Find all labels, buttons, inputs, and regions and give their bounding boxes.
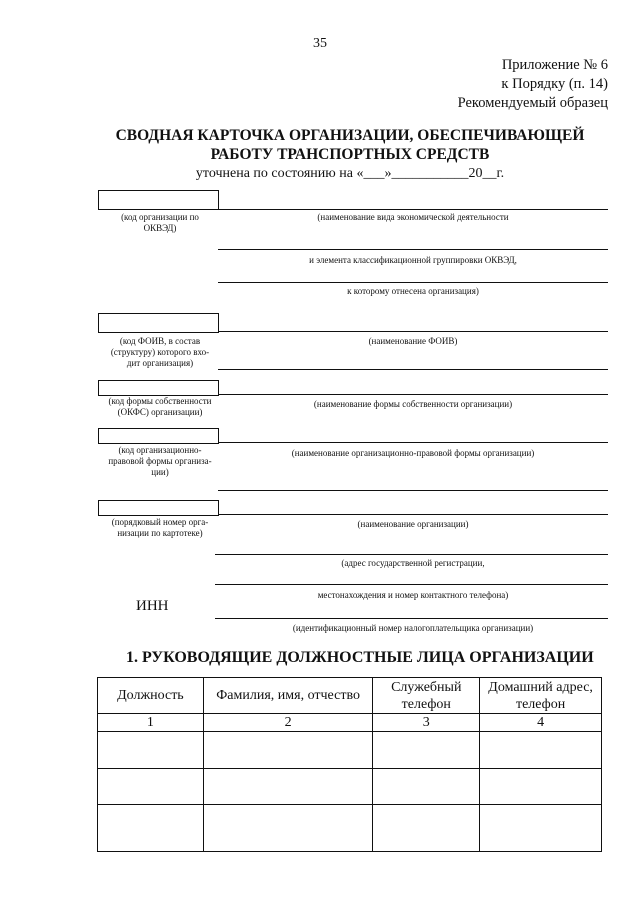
table-cell[interactable] [98,732,204,769]
table-number-row [98,714,602,732]
opf-code-label-1: (код организационно- [118,445,202,455]
table-cell[interactable] [98,805,204,852]
title-subtitle: уточнена по состоянию на «___»___________20__г. [195,166,505,181]
title-line-1: СВОДНАЯ КАРТОЧКА ОРГАНИЗАЦИИ, ОБЕСПЕЧИВАЮЩЕЙ [115,127,585,144]
location-line[interactable] [215,584,608,585]
org-name-line[interactable] [218,514,608,515]
okved-code-label-2: ОКВЭД) [143,223,177,233]
page-number: 35 [313,36,327,51]
table-header-row [98,678,602,714]
okved-code-label-1: (код организации по [121,212,199,222]
title-line-2: РАБОТУ ТРАНСПОРТНЫХ СРЕДСТВ [210,146,490,163]
foiv-code-label-1: (код ФОИВ, в состав [119,336,201,346]
okfs-name-line[interactable] [218,394,608,395]
table-cell[interactable] [373,732,480,769]
foiv-name-label: (наименование ФОИВ) [368,336,458,346]
table-cell[interactable] [203,805,373,852]
foiv-code-box[interactable] [98,313,219,333]
okfs-code-label-2: (ОКФС) организации) [117,407,203,417]
foiv-code-label-2: (структуру) которого вхо- [110,347,210,357]
col-number-2: 2 [203,714,373,732]
appendix-line-2: к Порядку (п. 14) [501,76,608,92]
col-number-3: 3 [373,714,480,732]
inn-caption: (идентификационный номер налогоплательщика организации) [292,623,534,633]
card-number-label-2: низации по картотеке) [117,528,203,538]
table-row [98,805,602,852]
officials-table [97,677,602,852]
okfs-code-box[interactable] [98,380,219,396]
inn-label: ИНН [136,598,169,614]
assigned-label: к которому отнесена организация) [347,286,479,296]
card-number-label-1: (порядковый номер орга- [111,517,209,527]
opf-code-label-2: правовой формы организа- [108,456,212,466]
table-cell[interactable] [480,769,602,805]
header-full-name: Фамилия, имя, отчество [203,678,373,714]
opf-name-line[interactable] [218,442,608,443]
location-label: местонахождения и номер контактного телефона) [317,590,509,600]
table-cell[interactable] [373,805,480,852]
table-cell[interactable] [480,732,602,769]
okfs-name-label: (наименование формы собственности организации) [313,399,513,409]
activity-name-line[interactable] [218,209,608,210]
inn-line[interactable] [215,618,608,619]
table-cell[interactable] [373,769,480,805]
appendix-line-3: Рекомендуемый образец [457,95,608,111]
assigned-line[interactable] [218,282,608,283]
col-number-1: 1 [98,714,204,732]
opf-code-box[interactable] [98,428,219,444]
address-label: (адрес государственной регистрации, [341,558,485,568]
table-cell[interactable] [203,732,373,769]
header-position: Должность [98,678,204,714]
col-number-4: 4 [480,714,602,732]
header-home-address: Домашний адрес, телефон [480,678,602,714]
table-row [98,769,602,805]
card-number-box[interactable] [98,500,219,516]
classification-line[interactable] [218,249,608,250]
appendix-block [458,56,608,113]
table-row [98,732,602,769]
classification-label: и элемента классификационной группировки ОКВЭД, [309,255,517,265]
foiv-code-label-3: дит организация) [126,358,194,368]
org-name-label: (наименование организации) [357,519,469,529]
opf-code-label-3: ции) [151,467,169,477]
header-work-phone: Служебный телефон [373,678,480,714]
foiv-extra-line[interactable] [218,369,608,370]
okfs-code-label-1: (код формы собственности [108,396,212,406]
appendix-line-1: Приложение № 6 [501,57,608,73]
address-line[interactable] [215,554,608,555]
table-cell[interactable] [98,769,204,805]
table-cell[interactable] [203,769,373,805]
opf-name-label: (наименование организационно-правовой формы организации) [291,448,535,458]
opf-extra-line[interactable] [218,490,608,491]
foiv-name-line[interactable] [218,331,608,332]
section1-title: 1. РУКОВОДЯЩИЕ ДОЛЖНОСТНЫЕ ЛИЦА ОРГАНИЗАЦИИ [126,649,594,666]
okved-code-box[interactable] [98,190,219,210]
activity-name-label: (наименование вида экономической деятельности [317,212,509,222]
table-cell[interactable] [480,805,602,852]
